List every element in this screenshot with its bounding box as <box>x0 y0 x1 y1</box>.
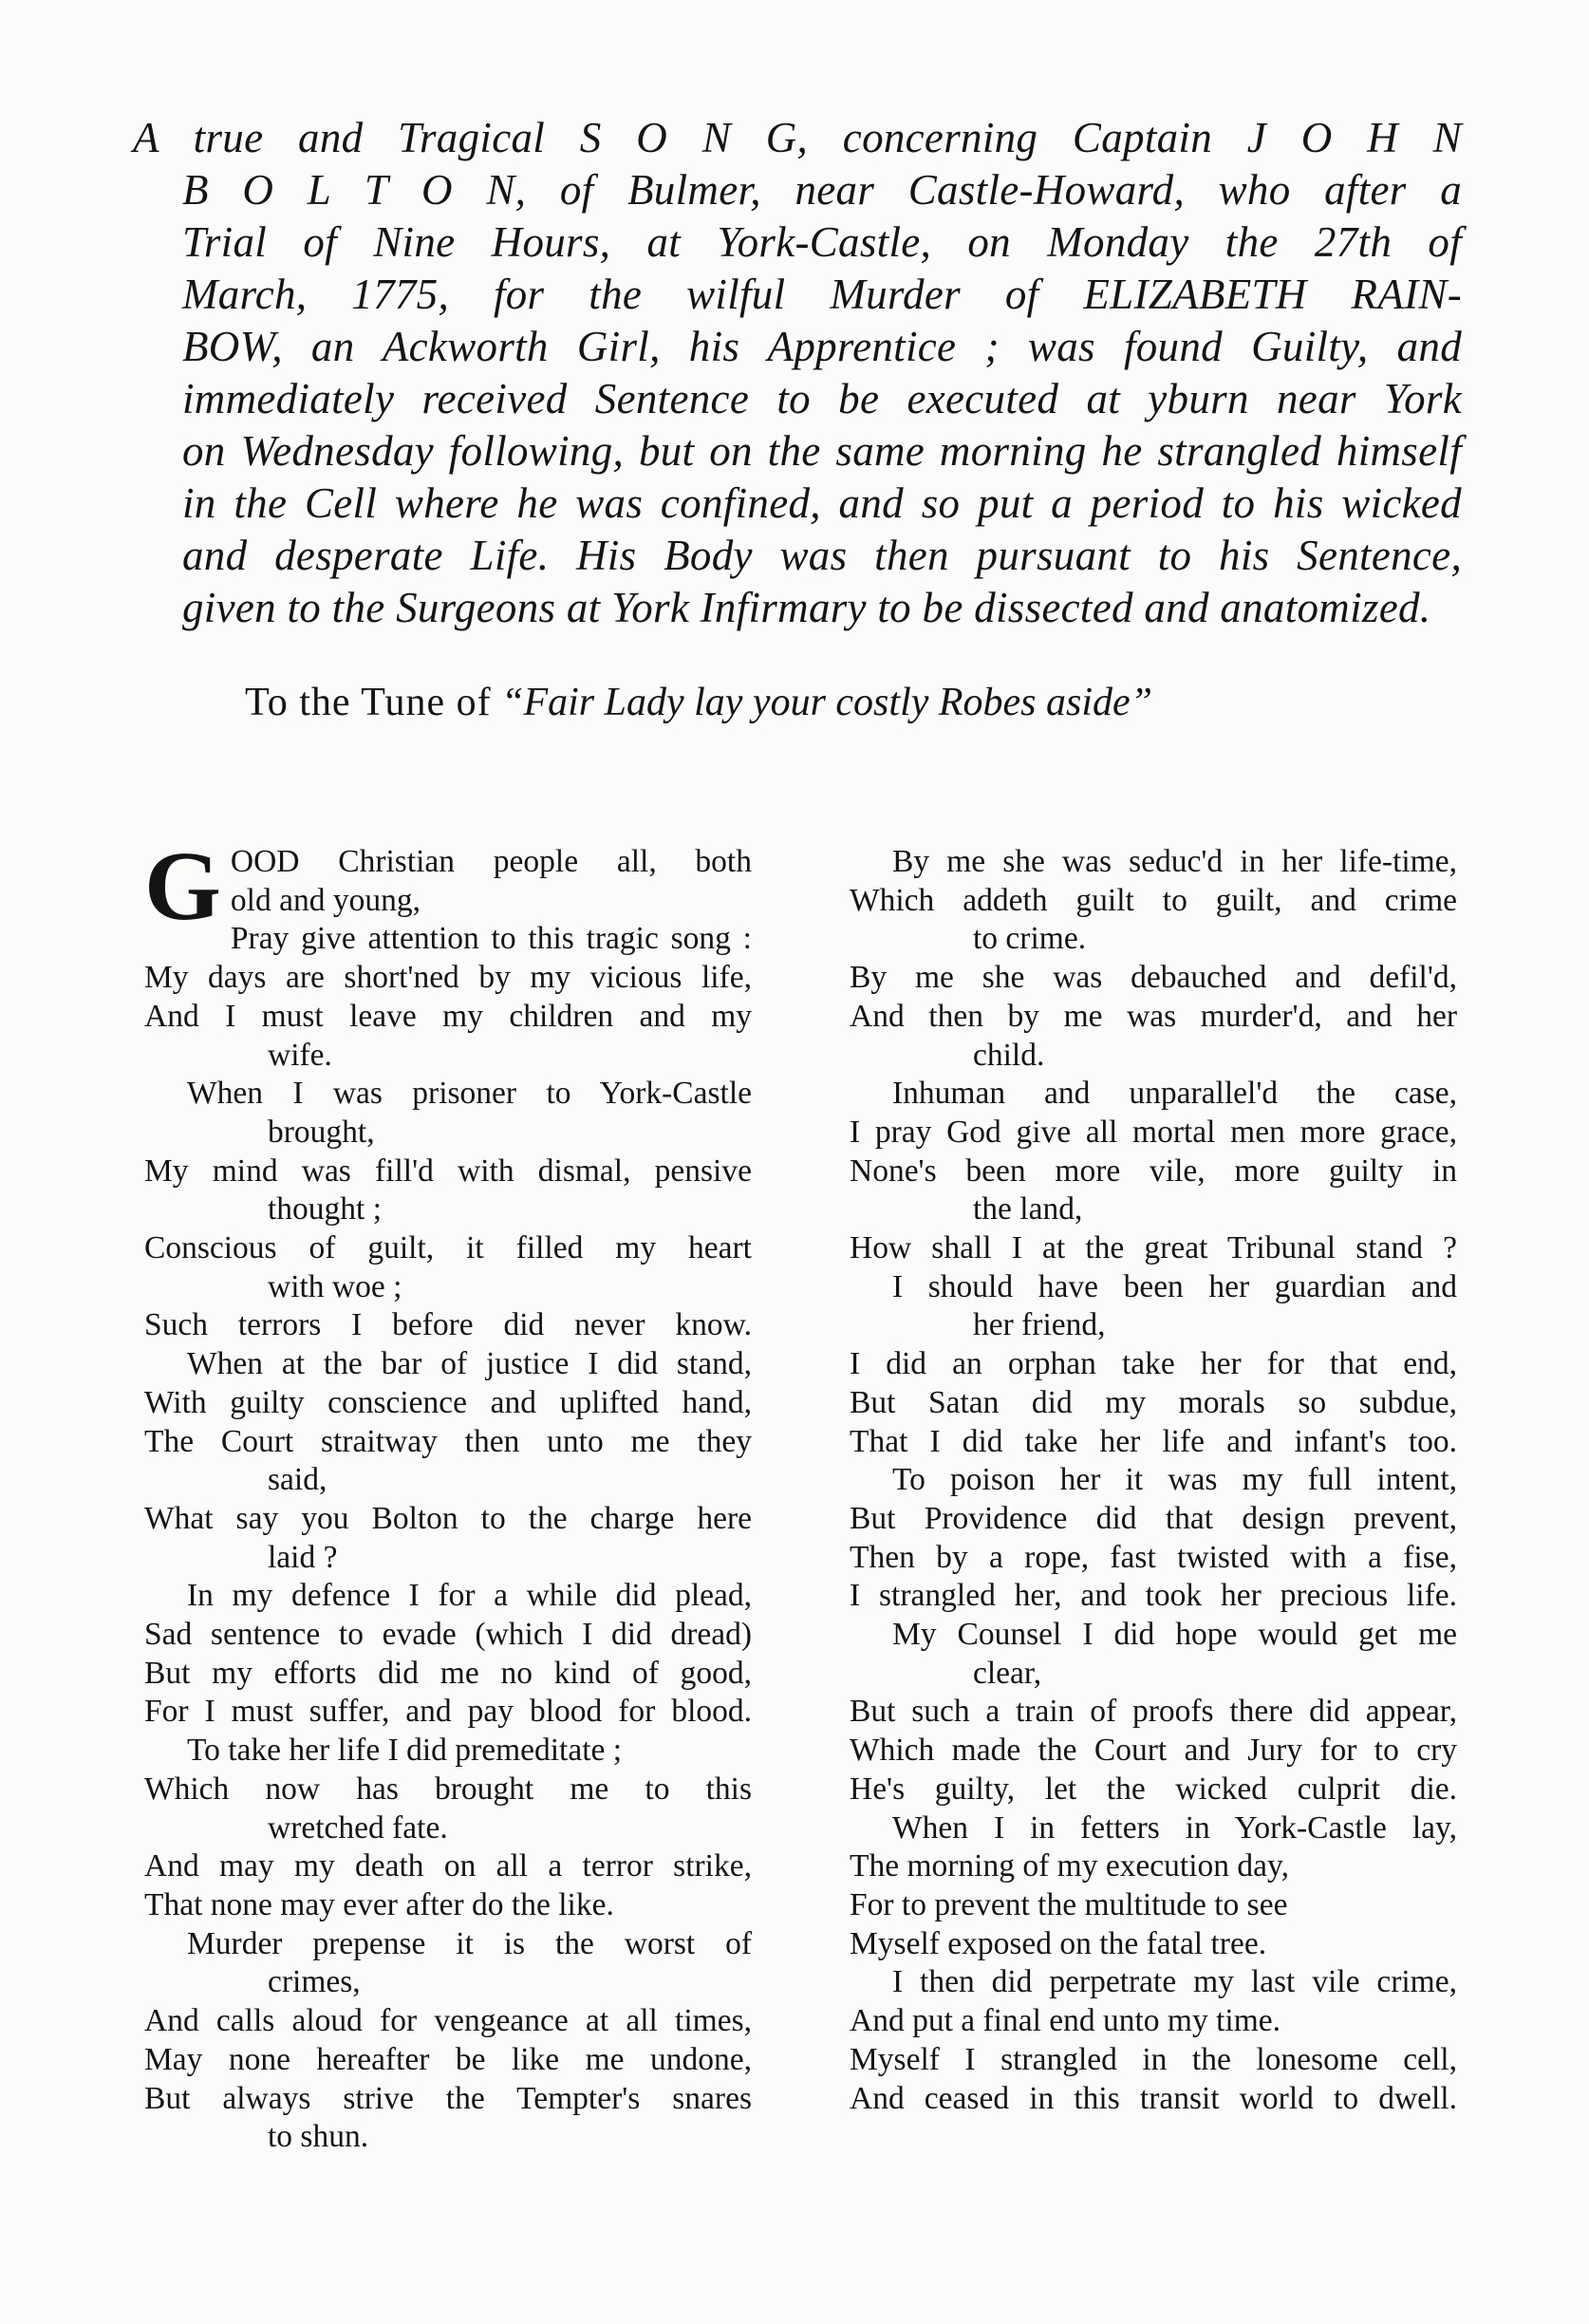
verse-line: wife. <box>268 1037 332 1073</box>
verse-line: to crime. <box>973 921 1087 957</box>
verse-line: I then did perpetrate my last vile crime, <box>892 1964 1457 2000</box>
verse-line: The morning of my execution day, <box>850 1848 1289 1884</box>
verse-line: But always strive the Tempter's snares <box>144 2080 752 2116</box>
verse-column-left <box>144 832 752 2157</box>
verse-line: Conscious of guilt, it filled my heart <box>144 1230 752 1266</box>
verse-line: wretched fate. <box>268 1809 448 1846</box>
verse-line: To take her life I did premeditate ; <box>187 1733 623 1769</box>
verse-line: But Satan did my morals so subdue, <box>850 1384 1457 1420</box>
verse-line: He's guilty, let the wicked culprit die. <box>850 1771 1457 1807</box>
verse-line: And may my death on all a terror strike, <box>144 1848 752 1884</box>
verse-line: Pray give attention to this tragic song : <box>230 921 752 957</box>
verse-line: And then by me was murder'd, and her <box>850 998 1457 1034</box>
verse-line: But Providence did that design prevent, <box>850 1500 1457 1536</box>
verse-line: My days are short'ned by my vicious life, <box>144 960 752 996</box>
verse-line: Which now has brought me to this <box>144 1771 752 1807</box>
verse-line: the land, <box>973 1191 1083 1228</box>
verse-line: old and young, <box>230 882 421 918</box>
verse-line: Which made the Court and Jury for to cry <box>850 1733 1457 1769</box>
verse-line: That I did take her life and infant's too. <box>850 1423 1457 1459</box>
verse-line: clear, <box>973 1655 1042 1691</box>
verse-line: And calls aloud for vengeance at all times, <box>144 2003 752 2039</box>
verse-line: In my defence I for a while did plead, <box>187 1578 752 1614</box>
tune-label: To the Tune of <box>245 681 492 724</box>
verse-line: What say you Bolton to the charge here <box>144 1500 752 1536</box>
verse-line: By me she was seduc'd in her life-time, <box>892 844 1457 879</box>
verse-line: I strangled her, and took her precious life. <box>850 1578 1457 1614</box>
verse-line: And put a final end unto my time. <box>850 2003 1281 2039</box>
title-line: given to the Surgeons at York Infirmary to be dissected and anatomized. <box>182 584 1431 631</box>
verse-line: How shall I at the great Tribunal stand ? <box>850 1230 1457 1266</box>
title-line: B O L T O N, of Bulmer, near Castle-Howard, who after a <box>182 166 1462 214</box>
verse-line: None's been more vile, more guilty in <box>850 1153 1457 1189</box>
verse-line: Then by a rope, fast twisted with a fise, <box>850 1539 1457 1575</box>
verse-line: OOD Christian people all, both <box>230 844 752 879</box>
verse-line: Myself exposed on the fatal tree. <box>850 1925 1267 1961</box>
verse-line: said, <box>268 1462 327 1498</box>
verse-line: Murder prepense it is the worst of <box>187 1925 752 1961</box>
verse-line: child. <box>973 1037 1045 1073</box>
verse-line: thought ; <box>268 1191 383 1228</box>
verse-line: But my efforts did me no kind of good, <box>144 1655 752 1691</box>
verse-line: For I must suffer, and pay blood for blood. <box>144 1694 752 1730</box>
verse-line: When I in fetters in York-Castle lay, <box>892 1809 1457 1846</box>
verse-line: To poison her it was my full intent, <box>892 1462 1457 1498</box>
title-line: in the Cell where he was confined, and so put a period to his wicked <box>182 479 1462 527</box>
verse-line: The Court straitway then unto me they <box>144 1423 752 1459</box>
verse-line: May none hereafter be like me undone, <box>144 2041 752 2077</box>
drop-cap: G <box>144 832 221 941</box>
ballad-title <box>133 112 1462 634</box>
verse-line: My Counsel I did hope would get me <box>892 1617 1457 1653</box>
title-line: Trial of Nine Hours, at York-Castle, on Monday the 27th of <box>182 218 1462 266</box>
verse-line: crimes, <box>268 1964 361 2000</box>
verse-line: That none may ever after do the like. <box>144 1886 614 1922</box>
verse-line: Such terrors I before did never know. <box>144 1307 752 1343</box>
verse-column-right <box>850 843 1457 2118</box>
verse-line: When at the bar of justice I did stand, <box>187 1346 752 1382</box>
verse-line: And I must leave my children and my <box>144 998 752 1034</box>
verse-line: But such a train of proofs there did appear, <box>850 1694 1457 1730</box>
verse-line: laid ? <box>268 1539 338 1575</box>
title-line: and desperate Life. His Body was then pursuant to his Sentence, <box>182 532 1462 579</box>
title-line: March, 1775, for the wilful Murder of ELIZABETH RAIN- <box>182 271 1462 318</box>
verse-line: When I was prisoner to York-Castle <box>187 1076 752 1112</box>
verse-line: her friend, <box>973 1307 1106 1343</box>
tune-line <box>245 676 1384 729</box>
verse-line: I should have been her guardian and <box>892 1268 1457 1304</box>
title-line: on Wednesday following, but on the same morning he strangled himself <box>182 427 1462 475</box>
verse-line: to shun. <box>268 2119 369 2155</box>
tune-name: “Fair Lady lay your costly Robes aside” <box>501 681 1153 724</box>
title-line: BOW, an Ackworth Girl, his Apprentice ; was found Guilty, and <box>182 323 1462 370</box>
verse-line: For to prevent the multitude to see <box>850 1886 1288 1922</box>
verse-line: brought, <box>268 1114 375 1150</box>
title-line: A true and Tragical S O N G, concerning Captain J O H N <box>133 114 1462 161</box>
title-line: immediately received Sentence to be executed at yburn near York <box>182 375 1462 422</box>
verse-line: Which addeth guilt to guilt, and crime <box>850 882 1457 918</box>
verse-line: My mind was fill'd with dismal, pensive <box>144 1153 752 1189</box>
verse-line: with woe ; <box>268 1268 402 1304</box>
verse-line: I did an orphan take her for that end, <box>850 1346 1457 1382</box>
verse-line: I pray God give all mortal men more grace, <box>850 1114 1457 1150</box>
verse-line: Inhuman and unparallel'd the case, <box>892 1076 1457 1112</box>
verse-line: With guilty conscience and uplifted hand, <box>144 1384 752 1420</box>
verse-line: Sad sentence to evade (which I did dread) <box>144 1617 752 1653</box>
verse-line: And ceased in this transit world to dwell. <box>850 2080 1457 2116</box>
verse-line: Myself I strangled in the lonesome cell, <box>850 2041 1457 2077</box>
verse-line: By me she was debauched and defil'd, <box>850 960 1457 996</box>
